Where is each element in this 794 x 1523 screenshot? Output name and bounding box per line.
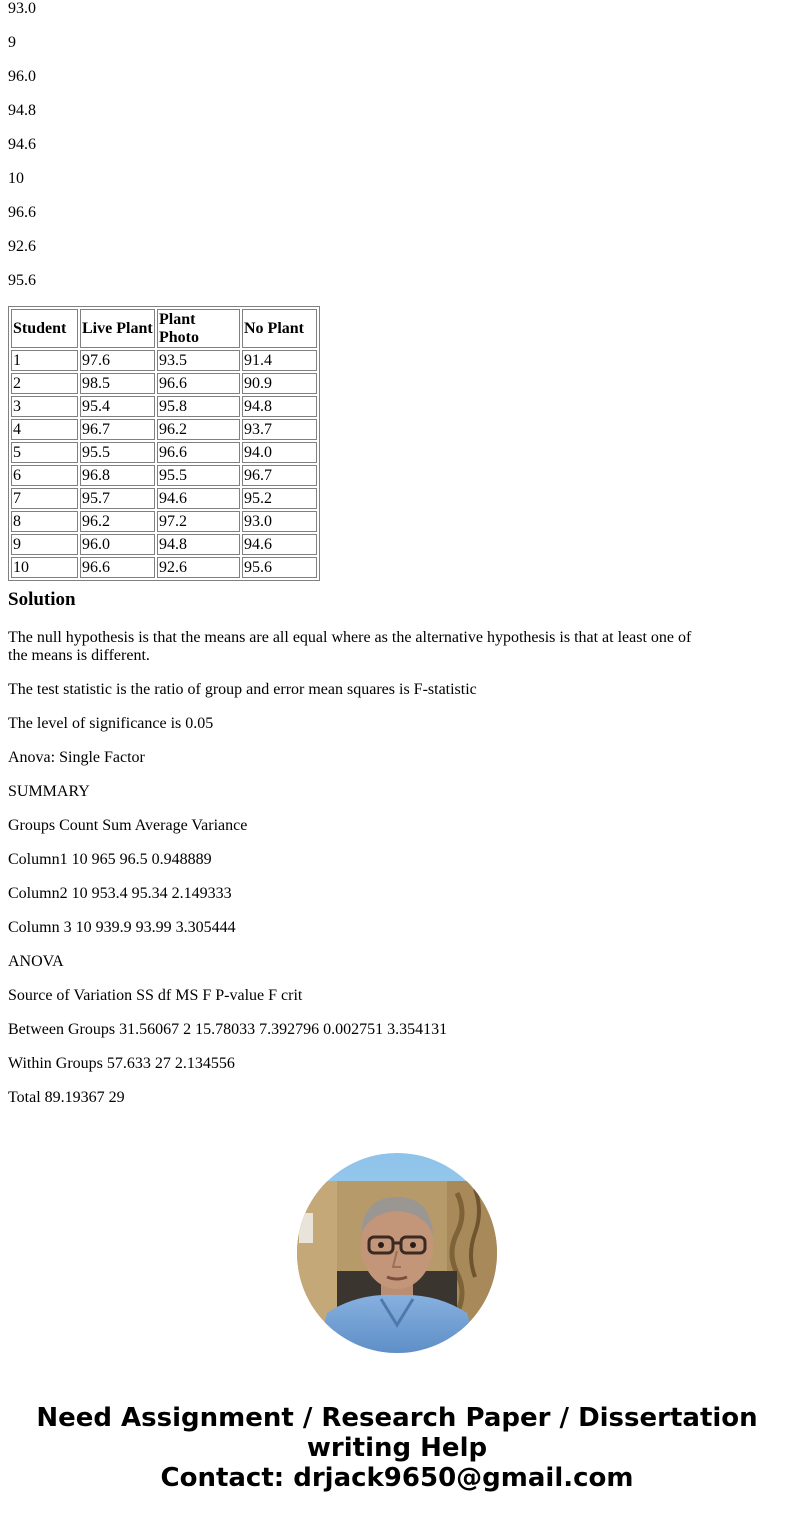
solution-paragraph: Groups Count Sum Average Variance	[8, 817, 248, 834]
table-cell: 96.2	[157, 419, 240, 440]
table-cell: 95.6	[242, 557, 317, 578]
table-cell: 95.5	[80, 442, 155, 463]
table-cell: 98.5	[80, 373, 155, 394]
avatar-portrait-icon	[297, 1153, 497, 1353]
table-cell: 93.5	[157, 350, 240, 371]
solution-paragraph: Within Groups 57.633 27 2.134556	[8, 1055, 235, 1072]
table-cell: 95.5	[157, 465, 240, 486]
table-cell: 93.7	[242, 419, 317, 440]
table-row	[11, 396, 317, 417]
table-cell: 94.6	[242, 534, 317, 555]
table-row	[11, 465, 317, 486]
table-cell: 94.0	[242, 442, 317, 463]
solution-paragraph: Column1 10 965 96.5 0.948889	[8, 851, 212, 868]
footer-line-1: Need Assignment / Research Paper / Dissertation	[36, 1403, 758, 1433]
table-cell: 96.6	[157, 373, 240, 394]
solution-paragraph: SUMMARY	[8, 783, 90, 800]
solution-paragraph: Column2 10 953.4 95.34 2.149333	[8, 885, 232, 902]
table-cell: 96.8	[80, 465, 155, 486]
table-cell: 96.7	[80, 419, 155, 440]
value-line: 93.0	[8, 0, 36, 17]
table-cell: 6	[11, 465, 78, 486]
table-cell: 95.4	[80, 396, 155, 417]
table-cell: 95.8	[157, 396, 240, 417]
table-row	[11, 419, 317, 440]
solution-paragraph: Anova: Single Factor	[8, 749, 145, 766]
table-row	[11, 350, 317, 371]
solution-paragraph: Column 3 10 939.9 93.99 3.305444	[8, 919, 236, 936]
header-live-plant: Live Plant	[80, 309, 155, 348]
solution-paragraph: Source of Variation SS df MS F P-value F crit	[8, 987, 303, 1004]
header-student: Student	[11, 309, 78, 348]
value-line: 95.6	[8, 272, 36, 289]
value-line: 94.8	[8, 102, 36, 119]
table-cell: 94.8	[157, 534, 240, 555]
table-row	[11, 534, 317, 555]
value-line: 9	[8, 34, 16, 51]
table-cell: 1	[11, 350, 78, 371]
table-cell: 9	[11, 534, 78, 555]
table-header-row	[11, 309, 317, 348]
table-cell: 96.6	[80, 557, 155, 578]
solution-heading: Solution	[8, 589, 76, 610]
solution-paragraph: ANOVA	[8, 953, 64, 970]
table-cell: 92.6	[157, 557, 240, 578]
table-cell: 2	[11, 373, 78, 394]
student-scores-table	[8, 306, 320, 581]
avatar	[297, 1153, 497, 1353]
table-cell: 10	[11, 557, 78, 578]
table-cell: 94.6	[157, 488, 240, 509]
footer-contact: Contact: drjack9650@gmail.com	[160, 1463, 634, 1493]
value-line: 10	[8, 170, 24, 187]
table-cell: 97.2	[157, 511, 240, 532]
table-row	[11, 488, 317, 509]
header-plant-photo: Plant Photo	[157, 309, 240, 348]
table-cell: 95.7	[80, 488, 155, 509]
table-cell: 7	[11, 488, 78, 509]
table-cell: 97.6	[80, 350, 155, 371]
footer-line-2: writing Help	[306, 1433, 488, 1463]
table-row	[11, 373, 317, 394]
table-cell: 3	[11, 396, 78, 417]
table-row	[11, 511, 317, 532]
table-cell: 8	[11, 511, 78, 532]
solution-paragraph: The test statistic is the ratio of group and error mean squares is F-statistic	[8, 681, 477, 698]
table-cell: 91.4	[242, 350, 317, 371]
value-line: 96.6	[8, 204, 36, 221]
solution-paragraph: The level of significance is 0.05	[8, 715, 214, 732]
solution-paragraph: Between Groups 31.56067 2 15.78033 7.392796 0.002751 3.354131	[8, 1021, 448, 1038]
table-row	[11, 442, 317, 463]
table-cell: 5	[11, 442, 78, 463]
table-cell: 93.0	[242, 511, 317, 532]
value-line: 94.6	[8, 136, 36, 153]
table-cell: 96.7	[242, 465, 317, 486]
table-cell: 95.2	[242, 488, 317, 509]
table-row	[11, 557, 317, 578]
footer-advert	[0, 1403, 794, 1493]
table-cell: 96.6	[157, 442, 240, 463]
solution-paragraph: Total 89.19367 29	[8, 1089, 125, 1106]
table-cell: 90.9	[242, 373, 317, 394]
table-cell: 4	[11, 419, 78, 440]
table-cell: 94.8	[242, 396, 317, 417]
table-cell: 96.0	[80, 534, 155, 555]
value-line: 92.6	[8, 238, 36, 255]
header-no-plant: No Plant	[242, 309, 317, 348]
solution-paragraph: The null hypothesis is that the means are all equal where as the alternative hypothesis is that at least one of the means is different.	[8, 629, 692, 664]
value-line: 96.0	[8, 68, 36, 85]
table-cell: 96.2	[80, 511, 155, 532]
